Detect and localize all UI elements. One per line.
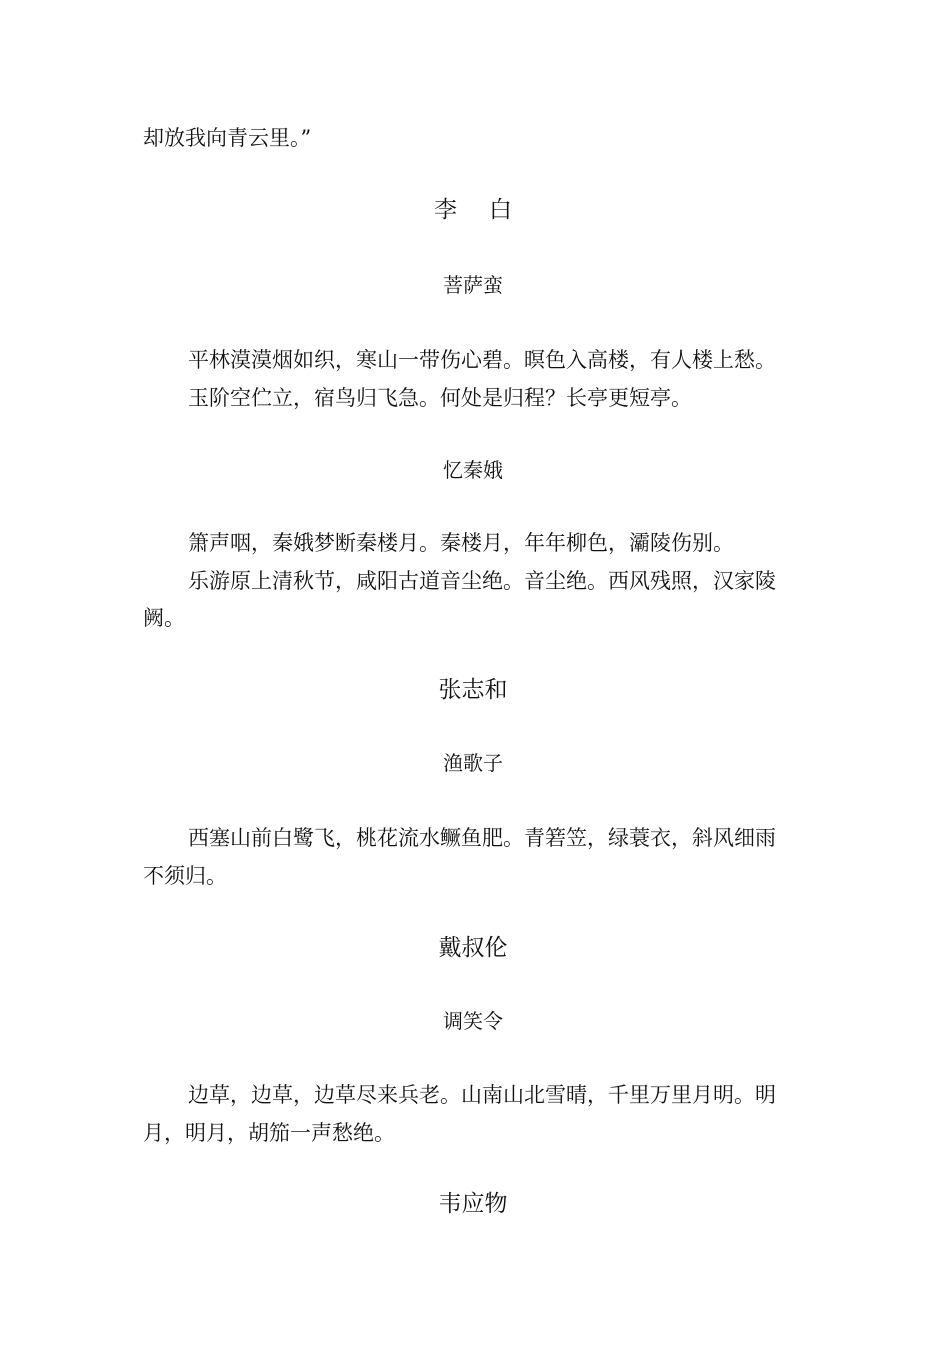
poem-line-continued: 不须归。 bbox=[143, 864, 227, 888]
author-li-bai-second: 白 bbox=[489, 197, 512, 223]
poem-line: 箫声咽，秦娥梦断秦楼月。秦楼月，年年柳色，灞陵伤别。 bbox=[188, 531, 734, 555]
poem-title-tiaoxiaoling: 调笑令 bbox=[443, 1009, 503, 1033]
poem-line-continued: 月，明月，胡笳一声愁绝。 bbox=[143, 1121, 395, 1145]
poem-line-continued: 阙。 bbox=[143, 606, 185, 630]
author-heading-dai-shulun: 戴叔伦 bbox=[438, 935, 508, 961]
poem-title-pusaman: 菩萨蛮 bbox=[443, 273, 503, 297]
poem-title-yiqine: 忆秦娥 bbox=[443, 458, 503, 482]
author-heading-li-bai bbox=[143, 192, 803, 228]
poem-line: 西塞山前白鹭飞，桃花流水鳜鱼肥。青箬笠，绿蓑衣，斜风细雨 bbox=[188, 826, 776, 850]
poem-line: 乐游原上清秋节，咸阳古道音尘绝。音尘绝。西风残照，汉家陵 bbox=[188, 569, 776, 593]
poem-line: 边草，边草，边草尽来兵老。山南山北雪晴，千里万里月明。明 bbox=[188, 1083, 776, 1107]
author-heading-wei-yingwu: 韦应物 bbox=[438, 1191, 508, 1217]
poem-line: 玉阶空伫立，宿鸟归飞急。何处是归程？长亭更短亭。 bbox=[188, 386, 692, 410]
poem-title-yugezi: 渔歌子 bbox=[443, 751, 503, 775]
author-heading-zhang-zhihe: 张志和 bbox=[438, 677, 508, 703]
poem-line: 平林漠漠烟如织，寒山一带伤心碧。暝色入高楼，有人楼上愁。 bbox=[188, 348, 776, 372]
author-li-bai-first: 李 bbox=[434, 197, 457, 223]
intro-tail-line: 却放我向青云里。” bbox=[143, 126, 312, 150]
